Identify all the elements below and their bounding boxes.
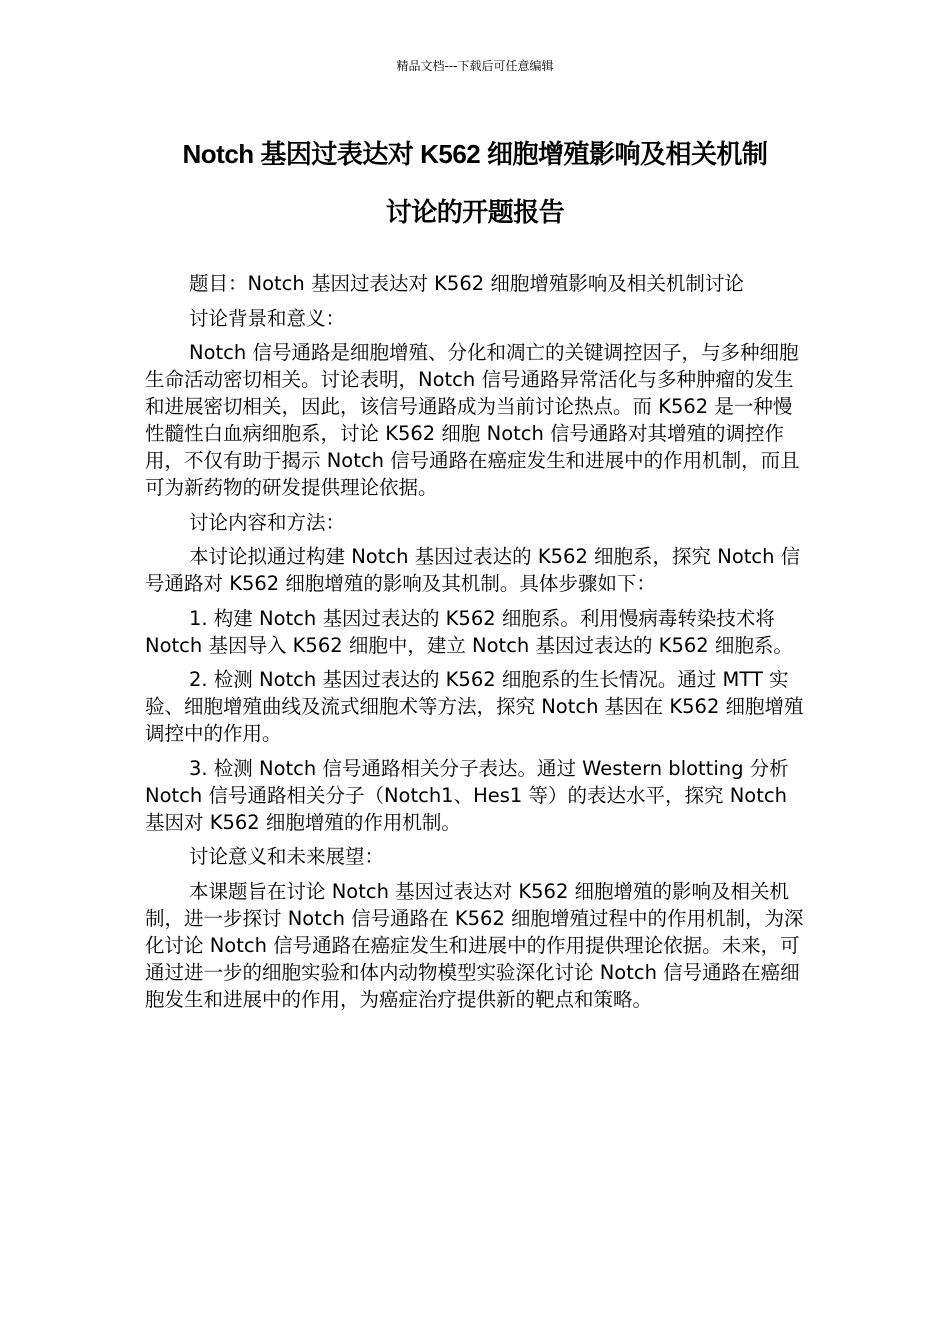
paragraph-background: Notch 信号通路是细胞增殖、分化和凋亡的关键调控因子，与多种细胞生命活动密切相关。讨论表明，Notch 信号通路异常活化与多种肿瘤的发生和进展密切相关，因此，该信号通路成为当前讨论热点。而 K562 是一种慢性髓性白血病细胞系，讨论 K562 细胞 Notch 信号通路对其增殖的调控作用，不仅有助于揭示 Notch 信号通路在癌症发生和进展中的作用机制，而且可为新药物的研发提供理论依据。 xyxy=(145,341,800,499)
section-heading-background: 讨论背景和意义： xyxy=(189,306,346,330)
document-title-line-1: Notch 基因过表达对 K562 细胞增殖影响及相关机制 xyxy=(182,139,768,169)
paragraph-step-2: 2. 检测 Notch 基因过表达的 K562 细胞系的生长情况。通过 MTT 实验、细胞增殖曲线及流式细胞术等方法，探究 Notch 基因在 K562 细胞增殖调控中的作用。 xyxy=(145,668,804,745)
page-header-note: 精品文档---下载后可任意编辑 xyxy=(396,59,554,73)
paragraph-step-3: 3. 检测 Notch 信号通路相关分子表达。通过 Western blotting 分析 Notch 信号通路相关分子（Notch1、Hes1 等）的表达水平，探究 Notch 基因对 K562 细胞增殖的作用机制。 xyxy=(145,756,789,834)
document-body xyxy=(145,270,805,1013)
document-title-line-2: 讨论的开题报告 xyxy=(385,197,565,227)
paragraph-significance: 本课题旨在讨论 Notch 基因过表达对 K562 细胞增殖的影响及相关机制，进一步探讨 Notch 信号通路在 K562 细胞增殖过程中的作用机制，为深化讨论 Notch 信号通路在癌症发生和进展中的作用提供理论依据。未来，可通过进一步的细胞实验和体内动物模型实验深化讨论 Notch 信号通路在癌细胞发生和进展中的作用，为癌症治疗提供新的靶点和策略。 xyxy=(145,879,804,1011)
topic-line: 题目：Notch 基因过表达对 K562 细胞增殖影响及相关机制讨论 xyxy=(189,272,744,295)
paragraph-methods-intro: 本讨论拟通过构建 Notch 基因过表达的 K562 细胞系，探究 Notch 信号通路对 K562 细胞增殖的影响及其机制。具体步骤如下： xyxy=(145,545,801,595)
paragraph-step-1: 1. 构建 Notch 基因过表达的 K562 细胞系。利用慢病毒转染技术将 Notch 基因导入 K562 细胞中，建立 Notch 基因过表达的 K562 细胞系。 xyxy=(145,606,793,657)
section-heading-significance: 讨论意义和未来展望： xyxy=(189,845,385,868)
section-heading-methods: 讨论内容和方法： xyxy=(189,510,346,534)
